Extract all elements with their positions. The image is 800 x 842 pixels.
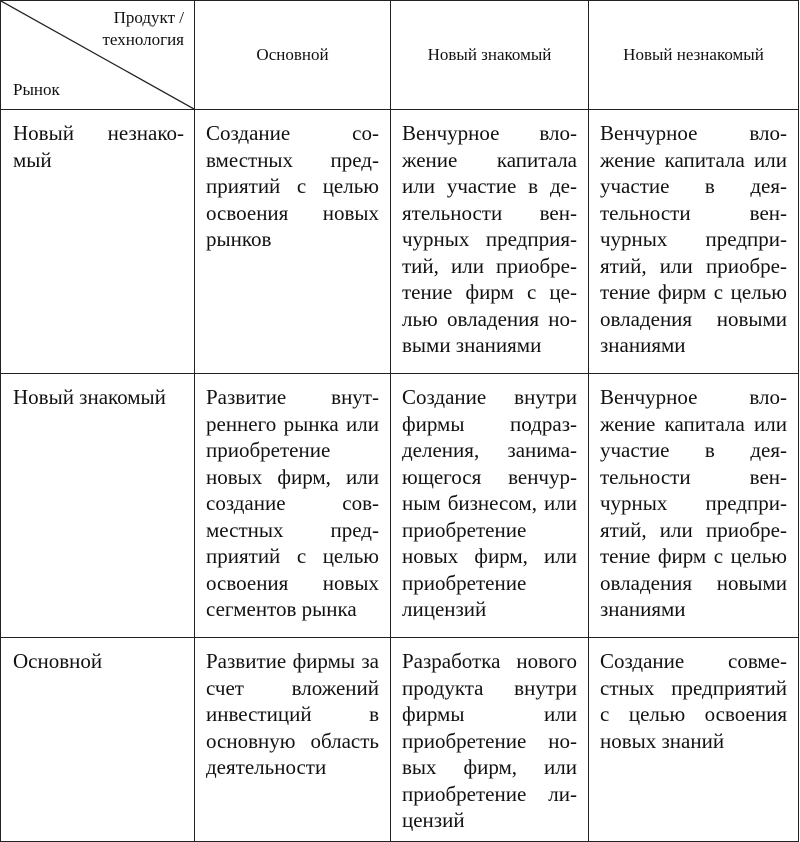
table-cell: Создание внутри фирмы подразделения, занимающегося венчурным бизнесом, или приобретение новых фирм, или приобретение лицензий: [391, 374, 589, 638]
table-cell: Развитие внутреннего рынка или приобретение новых фирм, или создание совместных предприятий с целью освоения новых сегментов рынка: [195, 374, 391, 638]
table-cell: Венчурное вложение капитала или участие в деятельности венчурных предприятий, или приобретение фирм с целью овладения новыми знаниями: [391, 110, 589, 374]
row-header-new-familiar: Новый знакомый: [1, 374, 195, 638]
table-cell: Создание совместных предприятий с целью освоения новых рынков: [195, 110, 391, 374]
table-cell: Развитие фирмы за счет вложений инвестиций в основную область деятельности: [195, 638, 391, 842]
product-technology-label: [103, 7, 185, 51]
corner-cell: [1, 1, 195, 110]
table-cell: Разработка нового продукта внутри фирмы или приобретение новых фирм, или приобретение лицензий: [391, 638, 589, 842]
table-cell: Создание совместных предприятий с целью освоения новых знаний: [589, 638, 799, 842]
market-label: Рынок: [13, 80, 60, 99]
header-row: [1, 1, 799, 110]
column-header-new-unfamiliar: Новый незнакомый: [589, 1, 799, 110]
table-row: [1, 374, 799, 638]
column-header-new-familiar: Новый знакомый: [391, 1, 589, 110]
product-label-line-2: технология: [102, 30, 184, 49]
column-header-main: Основной: [195, 1, 391, 110]
table-row: [1, 110, 799, 374]
table-row: [1, 638, 799, 842]
row-header-new-unfamiliar: Новый незнакомый: [1, 110, 195, 374]
table-cell: Венчурное вложение капитала или участие в деятельности венчурных предприятий, или приобретение фирм с целью овладения новыми знаниями: [589, 374, 799, 638]
table-cell: Венчурное вложение капитала или участие в деятельности венчурных предприятий, или приобретение фирм с целью овладения новыми знаниями: [589, 110, 799, 374]
product-label-line-1: Продукт /: [113, 8, 184, 27]
row-header-main: Основной: [1, 638, 195, 842]
